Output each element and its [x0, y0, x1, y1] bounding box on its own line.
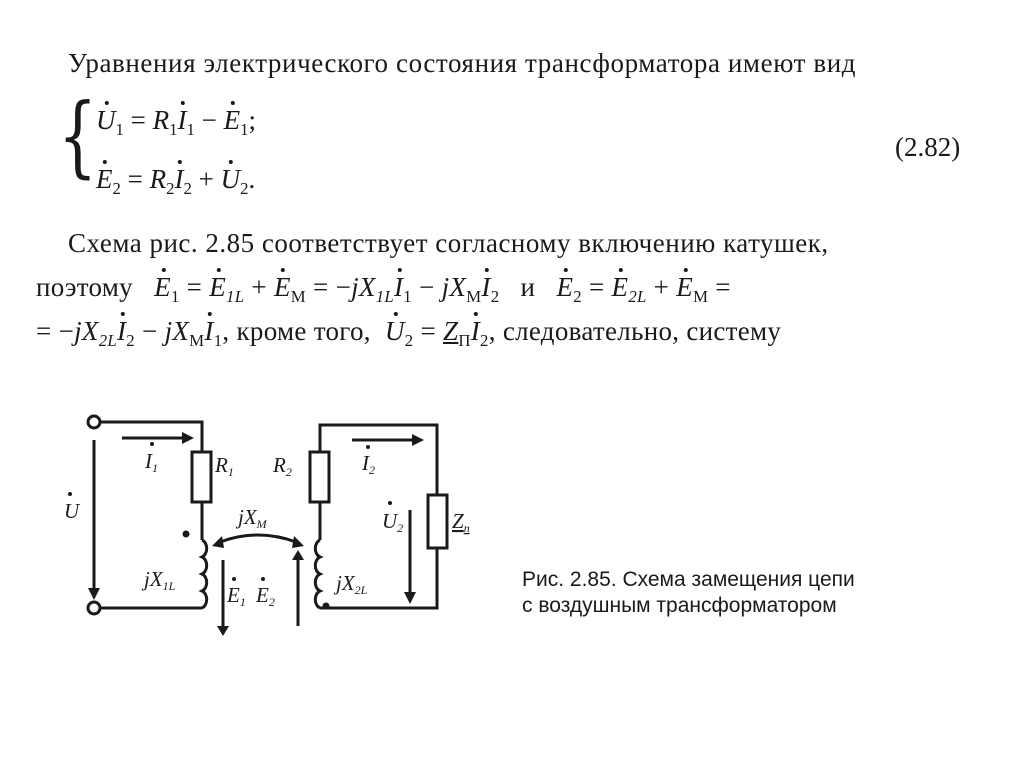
equation-1: $U_1 = R_1I_1 - E_1$; — [96, 105, 256, 139]
label-jxm: jXM — [238, 505, 267, 531]
system-brace: { — [58, 84, 98, 187]
label-u: U — [64, 499, 80, 523]
coil-1-dot — [183, 531, 190, 538]
coil-l1 — [202, 540, 207, 608]
label-i1: I1 — [145, 449, 158, 475]
equation-number: (2.82) — [895, 132, 961, 162]
coil-l2 — [315, 540, 320, 608]
label-e1: E1 — [227, 583, 246, 609]
label-jx1l: jX1L — [144, 567, 176, 593]
label-u2: U2 — [382, 509, 404, 535]
label-r2: R2 — [273, 453, 292, 479]
paragraph-line-2: поэтому $E_1 = E_{1L} + E_М = -jX_{1L}I_1 - jX_МI_2$ и $E_2 = E_{2L} + E_М$ = — [36, 272, 731, 306]
label-e2: E2 — [256, 583, 275, 609]
figure-caption-line-2: с воздушным трансформатором — [522, 594, 837, 617]
figure-caption-line-1: Рис. 2.85. Схема замещения цепи — [522, 568, 855, 591]
input-terminal-top — [88, 416, 100, 428]
load-zn — [428, 495, 447, 548]
paragraph-line-3: = $-jX_{2L}I_2 - jX_МI_1$, кроме того, $U_2 = Z_ПI_2$, следовательно, систему — [36, 316, 782, 350]
input-terminal-bottom — [88, 602, 100, 614]
equation-2: $E_2 = R_2I_2 + U_2$. — [96, 164, 256, 198]
label-i2: I2 — [362, 451, 375, 477]
arrow-jxm — [220, 535, 296, 542]
label-r1: R1 — [215, 453, 234, 479]
secondary-wire-top — [320, 425, 437, 495]
intro-text: Уравнения электрического состояния трансформатора имеют вид — [68, 48, 857, 78]
resistor-r2 — [310, 452, 329, 502]
resistor-r1 — [192, 452, 211, 502]
label-jx2l: jX2L — [336, 571, 368, 597]
circuit-diagram — [60, 400, 470, 640]
paragraph-line-1: Схема рис. 2.85 соответствует согласному включению катушек, — [68, 228, 829, 258]
label-zn: Zп — [452, 509, 470, 535]
coil-2-dot — [323, 603, 330, 610]
